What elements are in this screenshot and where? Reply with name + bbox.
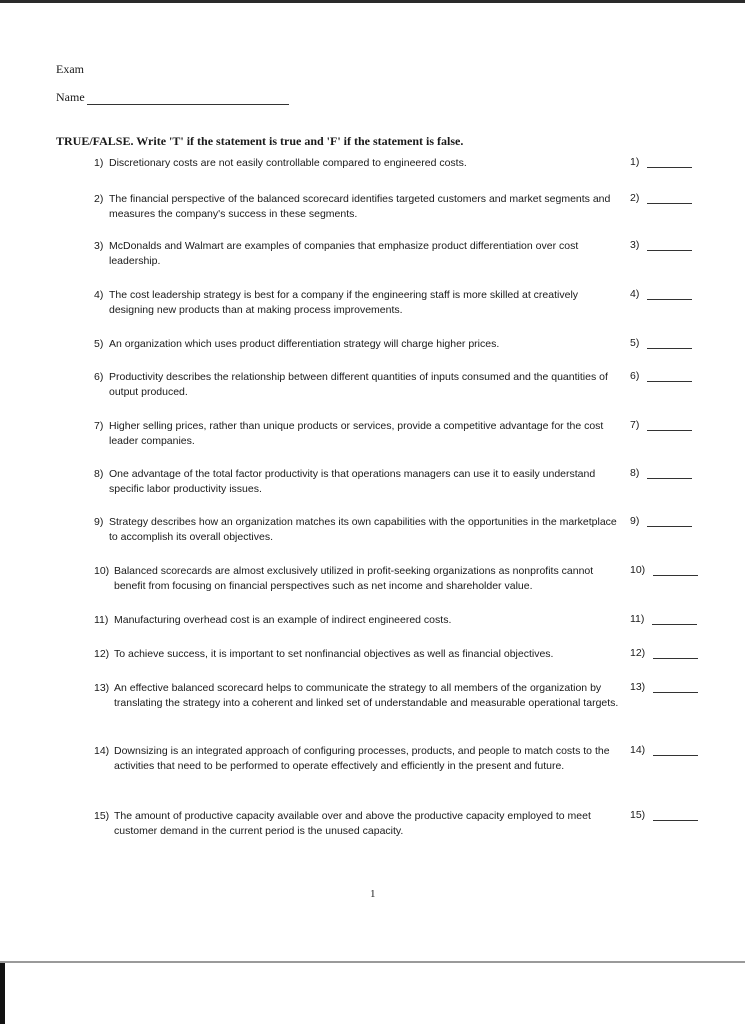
question-text: Higher selling prices, rather than unique products or services, provide a competitive advantage for the cost leader companies. bbox=[109, 420, 604, 447]
answer-blank[interactable] bbox=[653, 744, 698, 756]
answer-8 bbox=[630, 467, 692, 479]
question-text: Downsizing is an integrated approach of configuring processes, products, and people to match costs to the activities that need to be performed to operate effectively and efficiently in the present and future. bbox=[114, 745, 610, 772]
answer-10 bbox=[630, 564, 698, 576]
answer-number: 3) bbox=[630, 239, 640, 251]
answer-6 bbox=[630, 370, 692, 382]
question-text: The amount of productive capacity available over and above the productive capacity employed to meet customer demand in the current period is the unused capacity. bbox=[114, 810, 591, 837]
answer-11 bbox=[630, 613, 697, 625]
answer-blank[interactable] bbox=[653, 647, 698, 659]
question-14 bbox=[94, 744, 619, 774]
answer-15 bbox=[630, 809, 698, 821]
question-number: 5) bbox=[94, 338, 104, 350]
question-13 bbox=[94, 681, 619, 711]
answer-blank[interactable] bbox=[647, 337, 692, 349]
question-text: An effective balanced scorecard helps to communicate the strategy to all members of the organization by translating the strategy into a coherent and linked set of understandable and measurable operational targets. bbox=[114, 682, 619, 709]
answer-9 bbox=[630, 515, 692, 527]
question-number: 8) bbox=[94, 468, 104, 480]
name-label: Name bbox=[56, 90, 85, 104]
question-number: 10) bbox=[94, 565, 110, 577]
question-number: 3) bbox=[94, 240, 104, 252]
question-10 bbox=[94, 564, 619, 594]
question-text: Strategy describes how an organization matches its own capabilities with the opportunities in the marketplace to accomplish its overall objectives. bbox=[109, 516, 617, 543]
answer-number: 15) bbox=[630, 809, 646, 821]
answer-number: 14) bbox=[630, 744, 646, 756]
answer-number: 9) bbox=[630, 515, 640, 527]
question-number: 11) bbox=[94, 614, 109, 626]
answer-blank[interactable] bbox=[647, 192, 692, 204]
answer-number: 10) bbox=[630, 564, 646, 576]
question-text: To achieve success, it is important to set nonfinancial objectives as well as financial objectives. bbox=[114, 648, 554, 660]
answer-number: 6) bbox=[630, 370, 640, 382]
question-number: 9) bbox=[94, 516, 104, 528]
scan-border-top bbox=[0, 0, 745, 3]
answer-blank[interactable] bbox=[653, 681, 698, 693]
answer-number: 7) bbox=[630, 419, 640, 431]
scan-edge-left bbox=[0, 963, 5, 1024]
answer-blank[interactable] bbox=[647, 370, 692, 382]
question-8 bbox=[94, 467, 619, 497]
question-text: The financial perspective of the balanced scorecard identifies targeted customers and market segments and measures the company's success in these segments. bbox=[109, 193, 611, 220]
answer-blank[interactable] bbox=[652, 613, 697, 625]
question-6 bbox=[94, 370, 619, 400]
question-3 bbox=[94, 239, 619, 269]
page-number: 1 bbox=[370, 888, 376, 900]
answer-3 bbox=[630, 239, 692, 251]
answer-7 bbox=[630, 419, 692, 431]
answer-blank[interactable] bbox=[647, 419, 692, 431]
answer-blank[interactable] bbox=[653, 564, 698, 576]
answer-number: 8) bbox=[630, 467, 640, 479]
answer-number: 12) bbox=[630, 647, 646, 659]
question-text: Discretionary costs are not easily controllable compared to engineered costs. bbox=[109, 157, 467, 169]
answer-number: 11) bbox=[630, 613, 645, 625]
answer-number: 1) bbox=[630, 156, 640, 168]
question-number: 2) bbox=[94, 193, 104, 205]
instructions-heading: TRUE/FALSE. bbox=[56, 134, 134, 148]
scan-border-bottom bbox=[0, 961, 745, 963]
name-field bbox=[56, 90, 289, 105]
name-blank-line[interactable] bbox=[87, 93, 289, 105]
answer-12 bbox=[630, 647, 698, 659]
answer-blank[interactable] bbox=[647, 467, 692, 479]
answer-number: 2) bbox=[630, 192, 640, 204]
answer-2 bbox=[630, 192, 692, 204]
answer-5 bbox=[630, 337, 692, 349]
question-text: Balanced scorecards are almost exclusively utilized in profit-seeking organizations as nonprofits cannot benefit from focusing on financial perspectives such as net income and shareholder value. bbox=[114, 565, 594, 592]
question-1 bbox=[94, 156, 619, 171]
answer-13 bbox=[630, 681, 698, 693]
question-9 bbox=[94, 515, 619, 545]
instructions bbox=[56, 134, 463, 149]
answer-blank[interactable] bbox=[647, 239, 692, 251]
question-text: Manufacturing overhead cost is an example of indirect engineered costs. bbox=[114, 614, 452, 626]
question-text: One advantage of the total factor productivity is that operations managers can use it to easily understand specific labor productivity issues. bbox=[109, 468, 596, 495]
question-number: 12) bbox=[94, 648, 110, 660]
question-4 bbox=[94, 288, 619, 318]
answer-number: 5) bbox=[630, 337, 640, 349]
question-number: 1) bbox=[94, 157, 104, 169]
answer-14 bbox=[630, 744, 698, 756]
question-15 bbox=[94, 809, 619, 839]
question-number: 7) bbox=[94, 420, 104, 432]
question-text: Productivity describes the relationship between different quantities of inputs consumed and the quantities of output produced. bbox=[109, 371, 608, 398]
question-text: An organization which uses product differentiation strategy will charge higher prices. bbox=[109, 338, 500, 350]
question-number: 4) bbox=[94, 289, 104, 301]
exam-label: Exam bbox=[56, 62, 84, 76]
answer-blank[interactable] bbox=[647, 156, 692, 168]
question-7 bbox=[94, 419, 619, 449]
question-number: 6) bbox=[94, 371, 104, 383]
question-text: The cost leadership strategy is best for a company if the engineering staff is more skilled at creatively designing new products than at making process improvements. bbox=[109, 289, 579, 316]
question-text: McDonalds and Walmart are examples of companies that emphasize product differentiation over cost leadership. bbox=[109, 240, 579, 267]
answer-blank[interactable] bbox=[653, 809, 698, 821]
question-11 bbox=[94, 613, 619, 628]
answer-blank[interactable] bbox=[647, 288, 692, 300]
question-2 bbox=[94, 192, 619, 222]
question-number: 13) bbox=[94, 682, 110, 694]
answer-number: 13) bbox=[630, 681, 646, 693]
question-number: 14) bbox=[94, 745, 110, 757]
question-12 bbox=[94, 647, 619, 662]
question-5 bbox=[94, 337, 619, 352]
answer-1 bbox=[630, 156, 692, 168]
answer-blank[interactable] bbox=[647, 515, 692, 527]
answer-4 bbox=[630, 288, 692, 300]
question-number: 15) bbox=[94, 810, 110, 822]
instructions-text: Write 'T' if the statement is true and 'F' if the statement is false. bbox=[136, 134, 464, 148]
answer-number: 4) bbox=[630, 288, 640, 300]
